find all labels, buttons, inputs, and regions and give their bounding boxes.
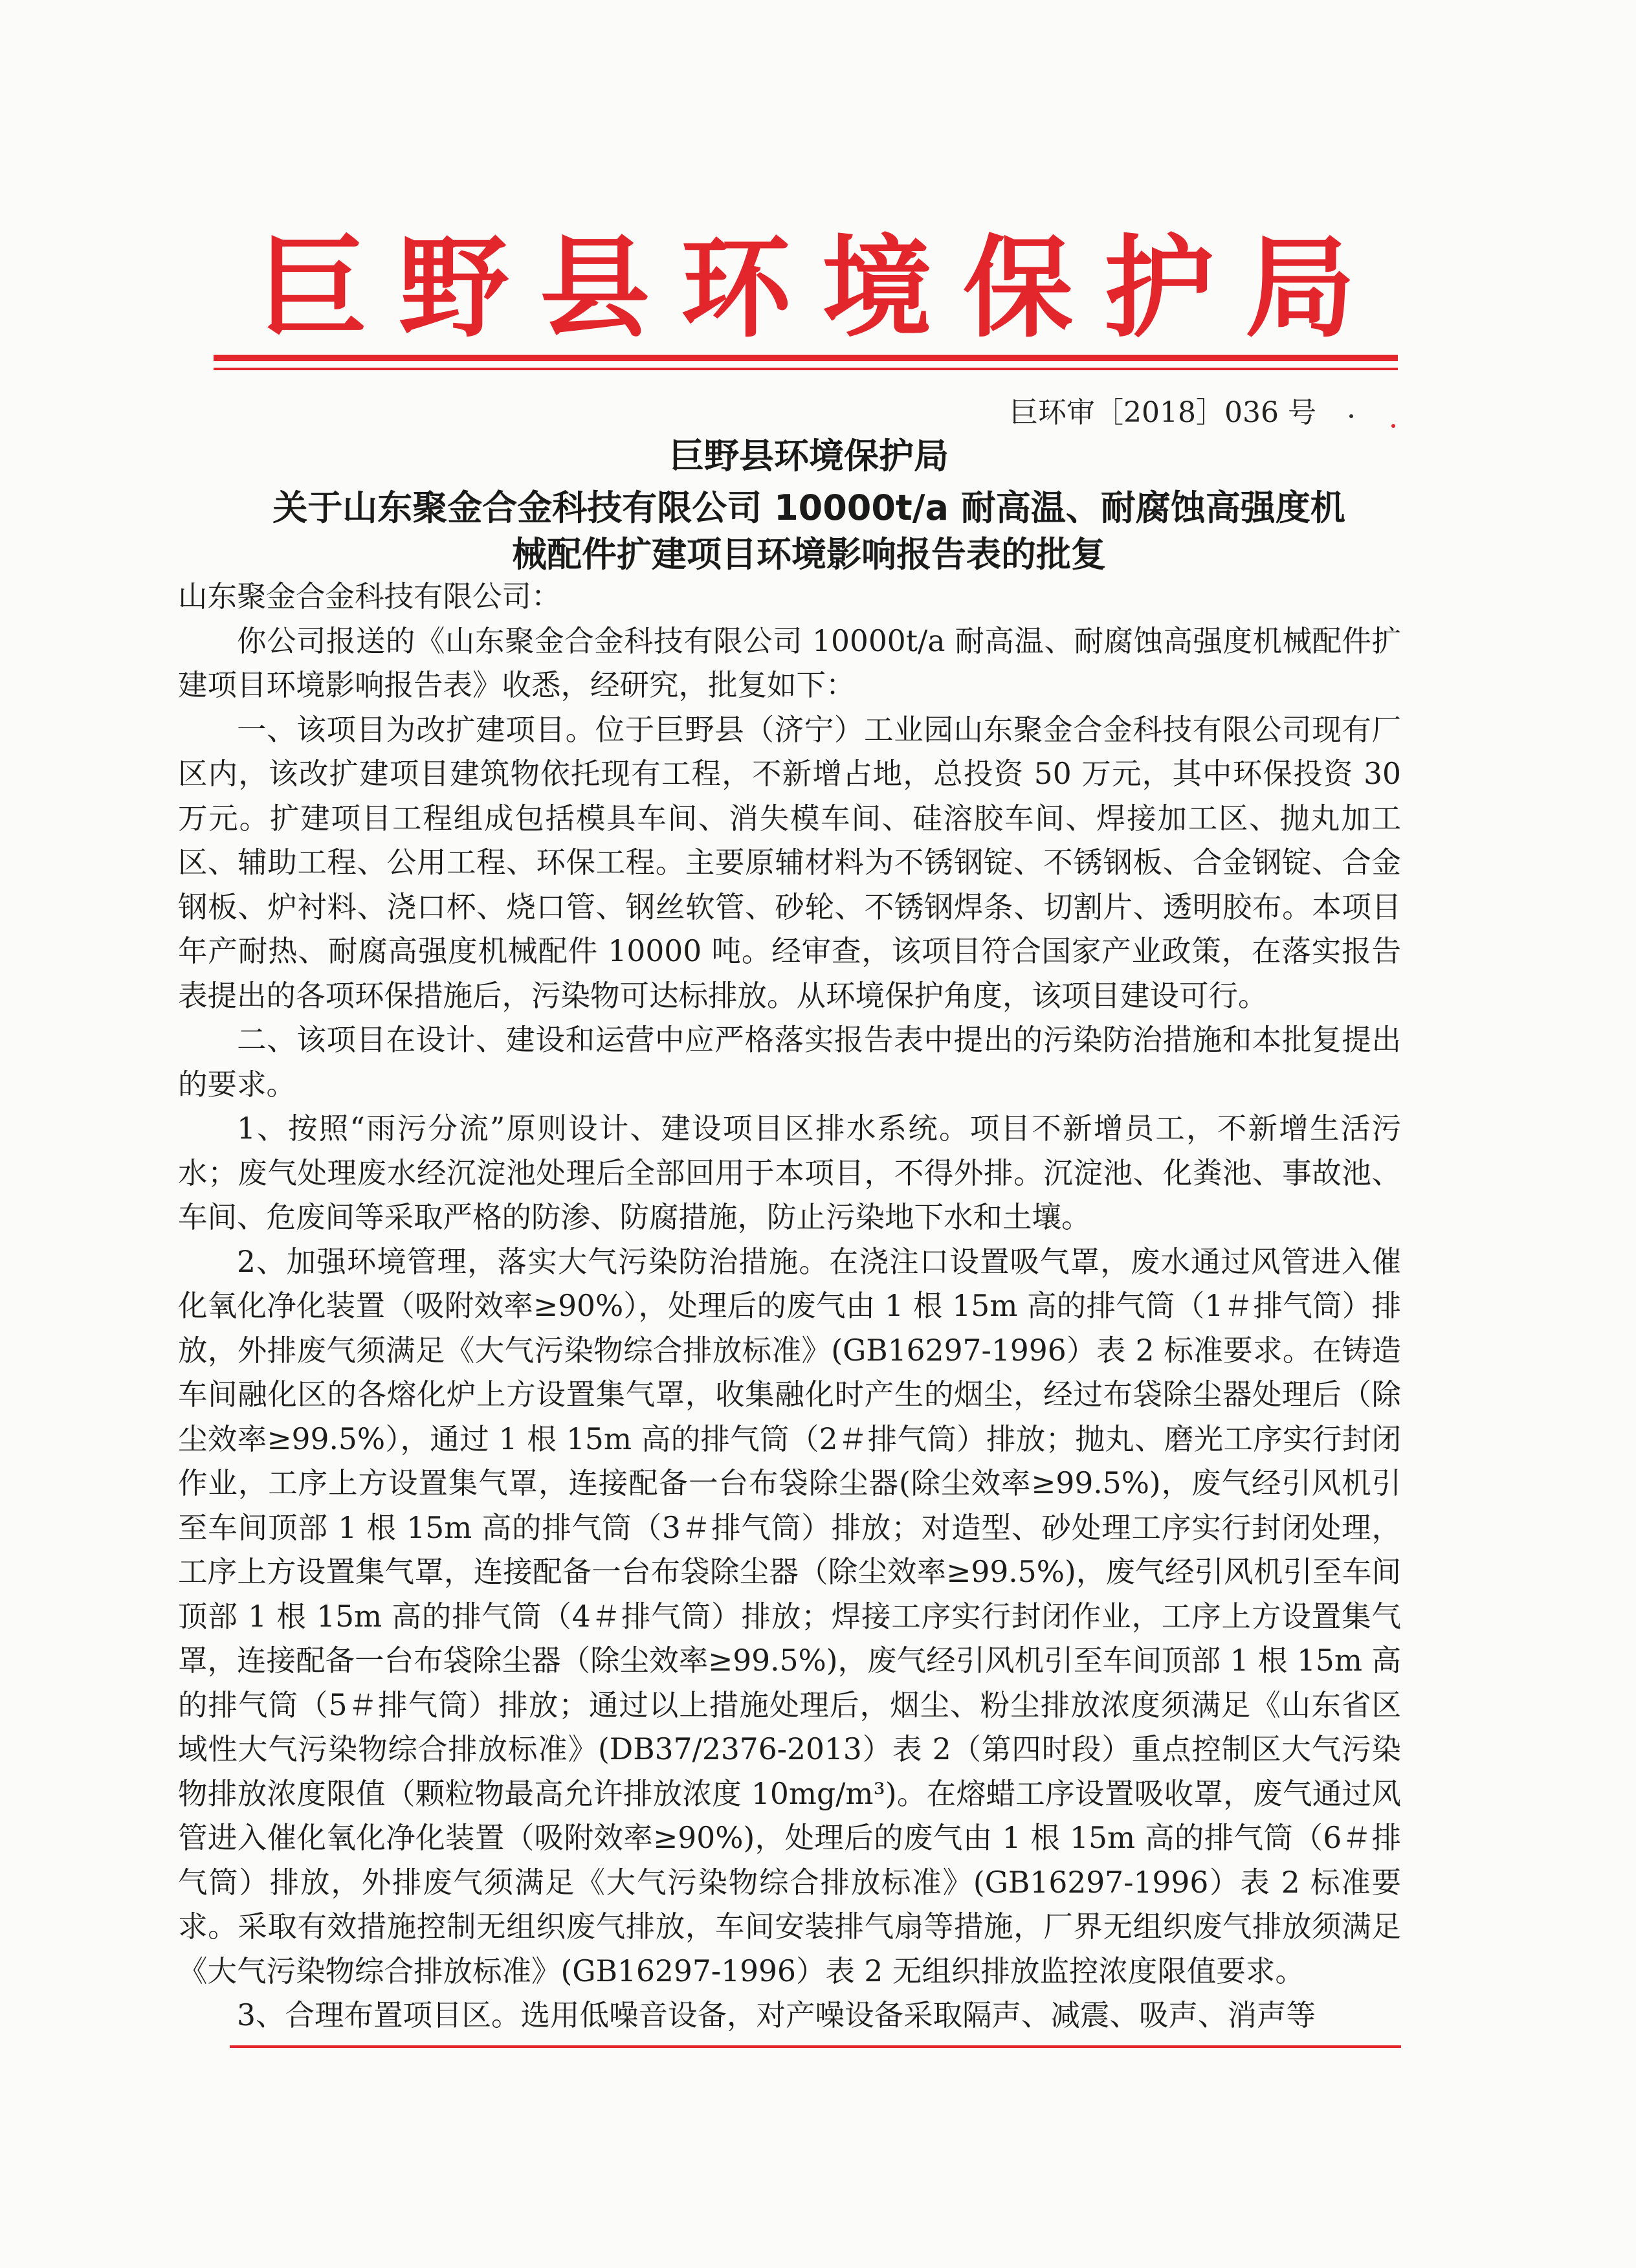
- letterhead-rule-thick: [214, 355, 1398, 361]
- red-speck: [1391, 424, 1395, 428]
- title-line-3: 械配件扩建项目环境影响报告表的批复: [512, 534, 1106, 575]
- paragraph-item-3: 3、合理布置项目区。选用低噪音设备，对产噪设备采取隔声、减震、吸声、消声等: [237, 1998, 1316, 2032]
- paragraph-intro: 你公司报送的《山东聚金合金科技有限公司 10000t/a 耐高温、耐腐蚀高强度机械配件扩建项目环境影响报告表》收悉，经研究，批复如下：: [178, 623, 1401, 702]
- title-line-1: 巨野县环境保护局: [669, 436, 949, 476]
- red-underline-mark: [230, 2045, 1401, 2048]
- paragraph-item-2: 2、加强环境管理，落实大气污染防治措施。在浇注口设置吸气罩，废水通过风管进入催化氧化净化装置（吸附效率≥90%），处理后的废气由 1 根 15m 高的排气筒（1＃排气筒）排放，外排废气须满足《大气污染物综合排放标准》(GB16297-1996）表 2 标准要求。在铸造车间融化区的各熔化炉上方设置集气罩，收集融化时产生的烟尘，经过布袋除尘器处理后（除尘效率≥99.5%），通过 1 根 15m 高的排气筒（2＃排气筒）排放；抛丸、磨光工序实行封闭作业，工序上方设置集气罩，连接配备一台布袋除尘器(除尘效率≥99.5%)，废气经引风机引至车间顶部 1 根 15m 高的排气筒（3＃排气筒）排放；对造型、砂处理工序实行封闭处理，工序上方设置集气罩，连接配备一台布袋除尘器（除尘效率≥99.5%)，废气经引风机引至车间顶部 1 根 15m 高的排气筒（4＃排气筒）排放；焊接工序实行封闭作业，工序上方设置集气罩，连接配备一台布袋除尘器（除尘效率≥99.5%)，废气经引风机引至车间顶部 1 根 15m 高的排气筒（5＃排气筒）排放；通过以上措施处理后，烟尘、粉尘排放浓度须满足《山东省区域性大气污染物综合排放标准》(DB37/2376-2013）表 2（第四时段）重点控制区大气污染物排放浓度限值（颗粒物最高允许排放浓度 10mg/m³)。在熔蜡工序设置吸收罩，废气通过风管进入催化氧化净化装置（吸附效率≥90%)，处理后的废气由 1 根 15m 高的排气筒（6＃排气筒）排放，外排废气须满足《大气污染物综合排放标准》(GB16297-1996）表 2 标准要求。采取有效措施控制无组织废气排放，车间安装排气扇等措施，厂界无组织废气排放须满足《大气污染物综合排放标准》(GB16297-1996）表 2 无组织排放监控浓度限值要求。: [178, 1244, 1401, 1988]
- paragraph-section-2: 二、该项目在设计、建设和运营中应严格落实报告表中提出的污染防治措施和本批复提出的要求。: [178, 1023, 1401, 1102]
- document-number: 巨环审［2018］036 号: [1010, 396, 1316, 429]
- addressee: 山东聚金合金科技有限公司：: [178, 579, 561, 614]
- ink-speck: [1349, 414, 1353, 418]
- agency-letterhead: 巨野县环境保护局: [257, 223, 1386, 353]
- title-line-2: 关于山东聚金合金科技有限公司 10000t/a 耐高温、耐腐蚀高强度机: [272, 487, 1345, 528]
- document-body: [178, 575, 1401, 2038]
- paragraph-section-1: 一、该项目为改扩建项目。位于巨野县（济宁）工业园山东聚金合金科技有限公司现有厂区内，该改扩建项目建筑物依托现有工程，不新增占地，总投资 50 万元，其中环保投资 30 万元。扩建项目工程组成包括模具车间、消失模车间、硅溶胶车间、焊接加工区、抛丸加工区、辅助工程、公用工程、环保工程。主要原辅材料为不锈钢锭、不锈钢板、合金钢锭、合金钢板、炉衬料、浇口杯、烧口管、钢丝软管、砂轮、不锈钢焊条、切割片、透明胶布。本项目年产耐热、耐腐高强度机械配件 10000 吨。经审查，该项目符合国家产业政策，在落实报告表提出的各项环保措施后，污染物可达标排放。从环境保护角度，该项目建设可行。: [178, 712, 1401, 1013]
- paragraph-item-1: 1、按照“雨污分流”原则设计、建设项目区排水系统。项目不新增员工，不新增生活污水；废气处理废水经沉淀池处理后全部回用于本项目，不得外排。沉淀池、化粪池、事故池、车间、危废间等采取严格的防渗、防腐措施，防止污染地下水和土壤。: [178, 1111, 1401, 1234]
- letterhead-rule-thin: [214, 368, 1398, 370]
